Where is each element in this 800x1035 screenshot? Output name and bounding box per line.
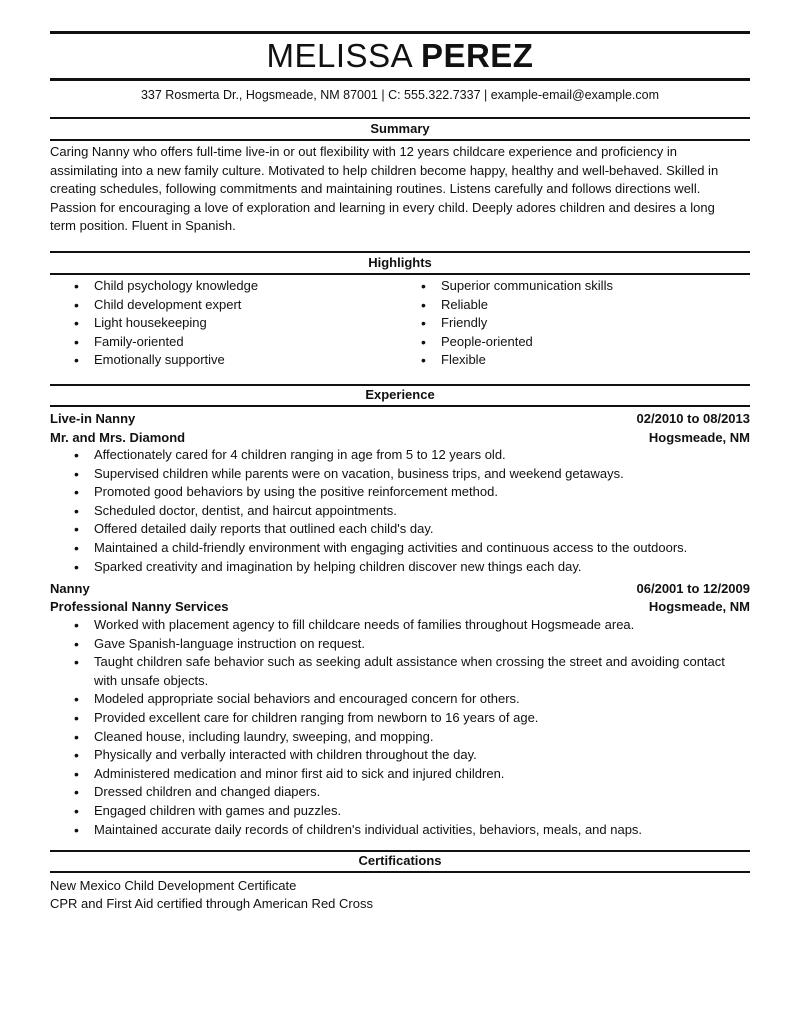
experience-bottom-rule (50, 405, 750, 407)
list-item: • Worked with placement agency to fill childcare needs of families throughout Hogsmeade area. (72, 616, 742, 635)
job-1-duties (72, 446, 742, 576)
list-item: • Reliable (419, 296, 739, 315)
list-item: • Affectionately cared for 4 children ranging in age from 5 to 12 years old. (72, 446, 742, 465)
job-1-title-row (50, 410, 750, 428)
list-item: • Cleaned house, including laundry, sweeping, and mopping. (72, 728, 742, 747)
list-item: • Gave Spanish-language instruction on request. (72, 635, 742, 654)
job-2-employer-row (50, 598, 750, 616)
summary-heading: Summary (370, 121, 430, 136)
certification-item: New Mexico Child Development Certificate (50, 878, 297, 893)
summary-top-rule (50, 117, 750, 119)
list-item: • Emotionally supportive (72, 351, 402, 370)
experience-heading: Experience (365, 387, 435, 402)
list-item: • Maintained a child-friendly environment with engaging activities and continuous access to the outdoors. (72, 539, 742, 558)
list-item: • Family-oriented (72, 333, 402, 352)
certifications-heading: Certifications (358, 853, 442, 868)
list-item: • Dressed children and changed diapers. (72, 783, 742, 802)
summary-bottom-rule (50, 139, 750, 141)
job-2-title-row (50, 580, 750, 598)
job-dates: 02/2010 to 08/2013 (636, 411, 750, 426)
list-item: • Administered medication and minor first aid to sick and injured children. (72, 765, 742, 784)
job-1-employer-row (50, 429, 750, 447)
certification-item: CPR and First Aid certified through American Red Cross (50, 896, 373, 911)
highlights-bottom-rule (50, 273, 750, 275)
highlights-left-list (72, 277, 402, 370)
job-2-duties (72, 616, 742, 839)
contact-line: 337 Rosmerta Dr., Hogsmeade, NM 87001 | C: 555.322.7337 | example-email@example.com (140, 88, 660, 102)
highlights-right-list (419, 277, 739, 370)
list-item: • Child psychology knowledge (72, 277, 402, 296)
summary-text: Caring Nanny who offers full-time live-in or out flexibility with 12 years childcare experience and proficiency in assimilating into a new family culture. Motivated to help children become happy, healthy and well-behaved. Skilled in creating schedules, following commitments and maintaining routines. Listens carefully and follows directions well. Passion for encouraging a love of exploration and learning in every child. Deeply adores children and desires a long term position. Fluent in Spanish. (50, 144, 719, 234)
list-item: • Provided excellent care for children ranging from newborn to 16 years of age. (72, 709, 742, 728)
candidate-name (50, 36, 750, 76)
list-item: • Friendly (419, 314, 739, 333)
list-item: • Offered detailed daily reports that outlined each child's day. (72, 520, 742, 539)
job-dates: 06/2001 to 12/2009 (636, 581, 750, 596)
list-item: • Sparked creativity and imagination by helping children discover new things each day. (72, 558, 742, 577)
list-item: • Physically and verbally interacted with children throughout the day. (72, 746, 742, 765)
first-name: MELISSA (266, 37, 412, 74)
list-item: • Promoted good behaviors by using the positive reinforcement method. (72, 483, 742, 502)
list-item: • Superior communication skills (419, 277, 739, 296)
employer-name: Mr. and Mrs. Diamond (50, 430, 186, 445)
job-location: Hogsmeade, NM (648, 430, 750, 445)
list-item: • Light housekeeping (72, 314, 402, 333)
certifications-top-rule (50, 850, 750, 852)
experience-top-rule (50, 384, 750, 386)
header-bottom-rule (50, 78, 750, 81)
list-item: • Engaged children with games and puzzles. (72, 802, 742, 821)
last-name: PEREZ (420, 37, 534, 74)
list-item: • Scheduled doctor, dentist, and haircut appointments. (72, 502, 742, 521)
certifications-bottom-rule (50, 871, 750, 873)
highlights-heading: Highlights (368, 255, 432, 270)
list-item: • Supervised children while parents were on vacation, business trips, and weekend getaways. (72, 465, 742, 484)
list-item: • People-oriented (419, 333, 739, 352)
job-title: Live-in Nanny (50, 411, 136, 426)
employer-name: Professional Nanny Services (50, 599, 229, 614)
job-title: Nanny (50, 581, 90, 596)
list-item: • Taught children safe behavior such as seeking adult assistance when crossing the street and avoiding contact with unsafe objects. (72, 653, 742, 690)
list-item: • Flexible (419, 351, 739, 370)
highlights-top-rule (50, 251, 750, 253)
header-top-rule (50, 31, 750, 34)
list-item: • Modeled appropriate social behaviors and encouraged concern for others. (72, 690, 742, 709)
list-item: • Child development expert (72, 296, 402, 315)
job-location: Hogsmeade, NM (648, 599, 750, 614)
list-item: • Maintained accurate daily records of children's individual activities, behaviors, meals, and naps. (72, 821, 742, 840)
